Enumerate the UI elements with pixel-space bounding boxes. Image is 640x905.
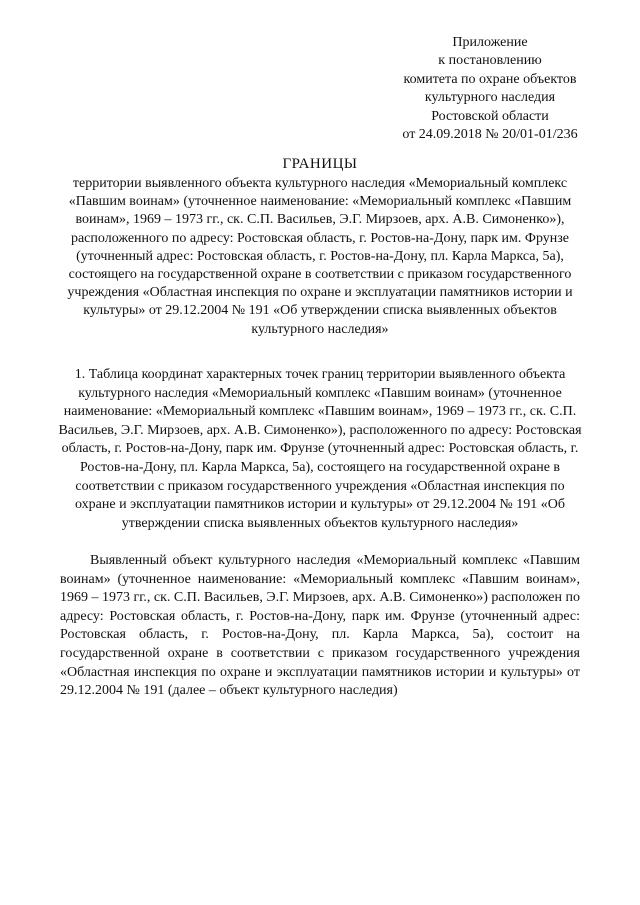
appendix-line: от 24.09.2018 № 20/01-01/236 xyxy=(402,127,578,143)
appendix-line: Приложение xyxy=(452,35,528,50)
appendix-line: к постановлению xyxy=(438,53,542,69)
document-subtitle: территории выявленного объекта культурного наследия «Мемориальный комплекс «Павшим воинам» (уточненное наименование: «Мемориальный комплекс «Павшим воинам», 1969 – 1973 гг., ск. С.П. Васильев, Э.Г. Мирзоев, арх. А.В. Симоненко»), расположенного по адресу: Ростовская область, г. Ростов-на-Дону, парк им. Фрунзе (уточненный адрес: Ростовская область, г. Ростов-на-Дону, пл. Карла Маркса, 5а), состоящего на государственной охране в соответствии с приказом государственного учреждения «Областная инспекция по охране и эксплуатации памятников истории и культуры» от 29.12.2004 № 191 «Об утверждении списка выявленных объектов культурного наследия» xyxy=(67,176,573,337)
appendix-line: Ростовской области xyxy=(431,108,549,124)
document-title: ГРАНИЦЫ xyxy=(282,156,358,172)
appendix-block xyxy=(360,34,620,144)
body-paragraph: Выявленный объект культурного наследия «Мемориальный комплекс «Павшим воинам» (уточненное наименование: «Мемориальный комплекс «Павшим воинам», 1969 – 1973 гг., ск. С.П. Васильев, Э.Г. Мирзоев, арх. А.В. Симоненко») расположен по адресу: Ростовская область, г. Ростов-на-Дону, парк им. Фрунзе (уточненный адрес: Ростовская область, г. Ростов-на-Дону, пл. Карла Маркса, 5а), состоит на государственной охране в соответствии с приказом государственного учреждения «Областная инспекция по охране и эксплуатации памятников истории и культуры» от 29.12.2004 № 191 (далее – объект культурного наследия) xyxy=(60,553,580,699)
section-heading: 1. Таблица координат характерных точек границ территории выявленного объекта культурного наследия «Мемориальный комплекс «Павшим воинам» (уточненное наименование: «Мемориальный комплекс «Павшим воинам», 1969 – 1973 гг., ск. С.П. Васильев, Э.Г. Мирзоев, арх. А.В. Симоненко»), расположенного по адресу: Ростовская область, г. Ростов-на-Дону, парк им. Фрунзе (уточненный адрес: Ростовская область, г. Ростов-на-Дону, пл. Карла Маркса, 5а), состоящего на государственной охране в соответствии с приказом государственного учреждения «Областная инспекция по охране и эксплуатации памятников истории и культуры» от 29.12.2004 № 191 «Об утверждении списка выявленных объектов культурного наследия» xyxy=(58,367,582,531)
appendix-line: комитета по охране объектов xyxy=(403,71,577,87)
appendix-line: культурного наследия xyxy=(424,90,556,106)
title-block xyxy=(56,155,584,339)
